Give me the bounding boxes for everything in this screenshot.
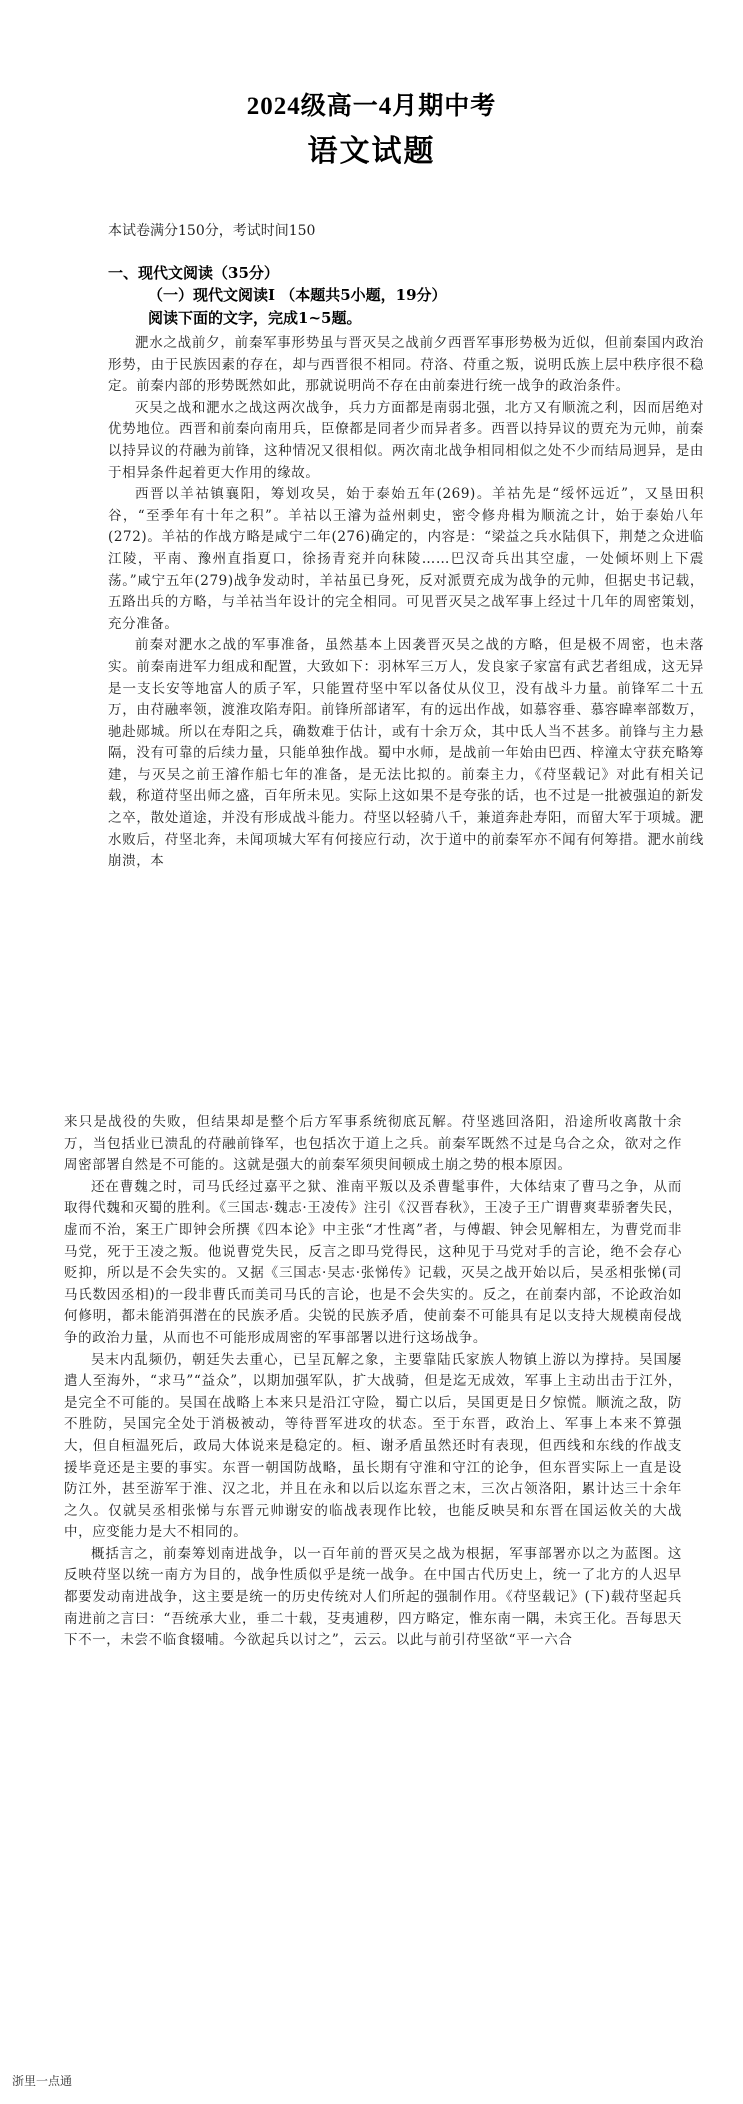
passage-part-1 bbox=[108, 333, 704, 873]
passage-paragraph: 概括言之，前秦筹划南进战争，以一百年前的晋灭吴之战为根据，军事部署亦以之为蓝图。这反映苻坚以统一南方为目的，战争性质似乎是统一战争。在中国古代历史上，统一了北方的人迟早都要发动南进战争，这主要是统一的历史传统对人们所起的强制作用。《苻坚载记》(下)载苻坚起兵南进前之言曰：“吾统承大业，垂二十载，芟夷逋秽，四方略定，惟东南一隅，未宾王化。吾每思天下不一，未尝不临食辍哺。今欲起兵以讨之”，云云。以此与前引苻坚欲“平一六合 bbox=[64, 1545, 682, 1649]
section-heading: 一、现代文阅读（35分） bbox=[108, 264, 279, 282]
passage-paragraph: 前秦对淝水之战的军事准备，虽然基本上因袭晋灭吴之战的方略，但是极不周密，也未落实。前秦南进军力组成和配置，大致如下：羽林军三万人，发良家子家富有武艺者组成，这无异是一支长安等地富人的质子军，只能置苻坚中军以备仗从仪卫，没有战斗力量。前锋军二十五万，由苻融率领，渡淮攻陷寿阳。前锋所部诸军，有的远出作战，如慕容垂、慕容暐率部数万，驰赴郧城。所以在寿阳之兵，确数难于估计，或有十余万众，其中氐人当不甚多。前锋与主力悬隔，没有可靠的后续力量，只能单独作战。蜀中水师，是战前一年始由巴西、梓潼太守获充略筹建，与灭吴之前王濬作船七年的准备，是无法比拟的。前秦主力，《苻坚载记》对此有相关记载，称道苻坚出师之盛，百年所未见。实际上这如果不是夸张的话，也不过是一批被强迫的新发之卒，散处道途，并没有形成战斗能力。苻坚以轻骑八千，兼道奔赴寿阳，而留大军于项城。淝水败后，苻坚北奔，未闻项城大军有何接应行动，次于道中的前秦军亦不闻有何筹措。淝水前线崩溃，本 bbox=[108, 637, 704, 870]
exam-title: 2024级高一4月期中考 bbox=[246, 93, 497, 120]
subject-title: 语文试题 bbox=[307, 134, 436, 169]
passage-paragraph-continued: 来只是战役的失败，但结果却是整个后方军事系统彻底瓦解。苻坚逃回洛阳，沿途所收离散十余万，当包括业已溃乱的苻融前锋军，也包括次于道上之兵。前秦军既然不过是乌合之众，欲对之作周密部署自然是不可能的。这就是强大的前秦军须臾间顿成土崩之势的根本原因。 bbox=[64, 1114, 682, 1174]
watermark-text: 浙里一点通 bbox=[12, 2074, 73, 2088]
passage-paragraph: 西晋以羊祜镇襄阳，筹划攻吴，始于泰始五年(269)。羊祜先是“绥怀远近”，又垦田积谷，“至季年有十年之积”。羊祜以王濬为益州刺史，密令修舟楫为顺流之计，始于泰始八年(272)。羊祜的作战方略是咸宁二年(276)确定的，内容是：“梁益之兵水陆俱下，荆楚之众进临江陵，平南、豫州直指夏口，徐扬青兖并向秣陵……巴汉奇兵出其空虚，一处倾坏则上下震荡。”咸宁五年(279)战争发动时，羊祜虽已身死，反对派贾充成为战争的元帅，但据史书记载，五路出兵的方略，与羊祜当年设计的完全相同。可见晋灭吴之战军事上经过十几年的周密策划，充分准备。 bbox=[108, 486, 704, 632]
reading-instruction: 阅读下面的文字，完成1~5题。 bbox=[148, 309, 362, 327]
passage-part-2 bbox=[64, 1112, 682, 1652]
passage-paragraph: 吴末内乱频仍，朝廷失去重心，已呈瓦解之象，主要靠陆氏家族人物镇上游以为撑持。吴国屡遣人至海外，“求马”“益众”，以期加强军队，扩大战骑，但是迄无成效，军事上主动出击于江外，是完全不可能的。吴国在战略上本来只是沿江守险，蜀亡以后，吴国更是日夕惊慌。顺流之敌，防不胜防，吴国完全处于消极被动，等待晋军进攻的状态。至于东晋，政治上、军事上本来不算强大，但自桓温死后，政局大体说来是稳定的。桓、谢矛盾虽然还时有表现，但西线和东线的作战支援毕竟还是主要的事实。东晋一朝国防战略，虽长期有守淮和守江的论争，但东晋实际上一直是设防江外，甚至游军于淮、汉之北，并且在永和以后以迄东晋之末，三次占领洛阳，累计达三十余年之久。仅就吴丞相张悌与东晋元帅谢安的临战表现作比较，也能反映吴和东晋在国运攸关的大战中，应变能力是大不相同的。 bbox=[64, 1351, 682, 1541]
section-subheading: （一）现代文阅读Ⅰ （本题共5小题，19分） bbox=[148, 286, 447, 304]
passage-paragraph: 还在曹魏之时，司马氏经过嘉平之狱、淮南平叛以及杀曹髦事件，大体结束了曹马之争，从而取得代魏和灭蜀的胜利。《三国志·魏志·王凌传》注引《汉晋春秋》，王凌子王广谓曹爽辈骄奢失民，虚而不治，案王广即钟会所撰《四本论》中主张“才性离”者，与傅嘏、钟会见解相左，为曹党而非马党，死于王凌之叛。他说曹党失民，反言之即马党得民，这种见于马党对手的言论，绝不会存心贬抑，所以是不会失实的。又据《三国志·吴志·张悌传》记载，灭吴之战开始以后，吴丞相张悌(司马氏数因丞相)的一段非曹氏而美司马氏的言论，也是不会失实的。反之，在前秦内部，不论政治如何修明，都未能消弭潜在的民族矛盾。尖锐的民族矛盾，使前秦不可能具有足以支持大规模南侵战争的政治力量，从而也不可能形成周密的军事部署以进行这场战争。 bbox=[64, 1178, 682, 1346]
exam-info: 本试卷满分150分，考试时间150 bbox=[108, 223, 316, 239]
passage-paragraph: 灭吴之战和淝水之战这两次战争，兵力方面都是南弱北强，北方又有顺流之利，因而居绝对优势地位。西晋和前秦向南用兵，臣僚都是同者少而异者多。西晋以持异议的贾充为元帅，前秦以持异议的苻融为前锋，这种情况又很相似。两次南北战争相同相似之处不少而结局迥异，是由于相异条件起着更大作用的缘故。 bbox=[108, 399, 704, 481]
passage-paragraph: 淝水之战前夕，前秦军事形势虽与晋灭吴之战前夕西晋军事形势极为近似，但前秦国内政治形势，由于民族因素的存在，却与西晋很不相同。苻洛、苻重之叛，说明氐族上层中秩序很不稳定。前秦内部的形势既然如此，那就说明尚不存在由前秦进行统一战争的政治条件。 bbox=[108, 335, 704, 395]
